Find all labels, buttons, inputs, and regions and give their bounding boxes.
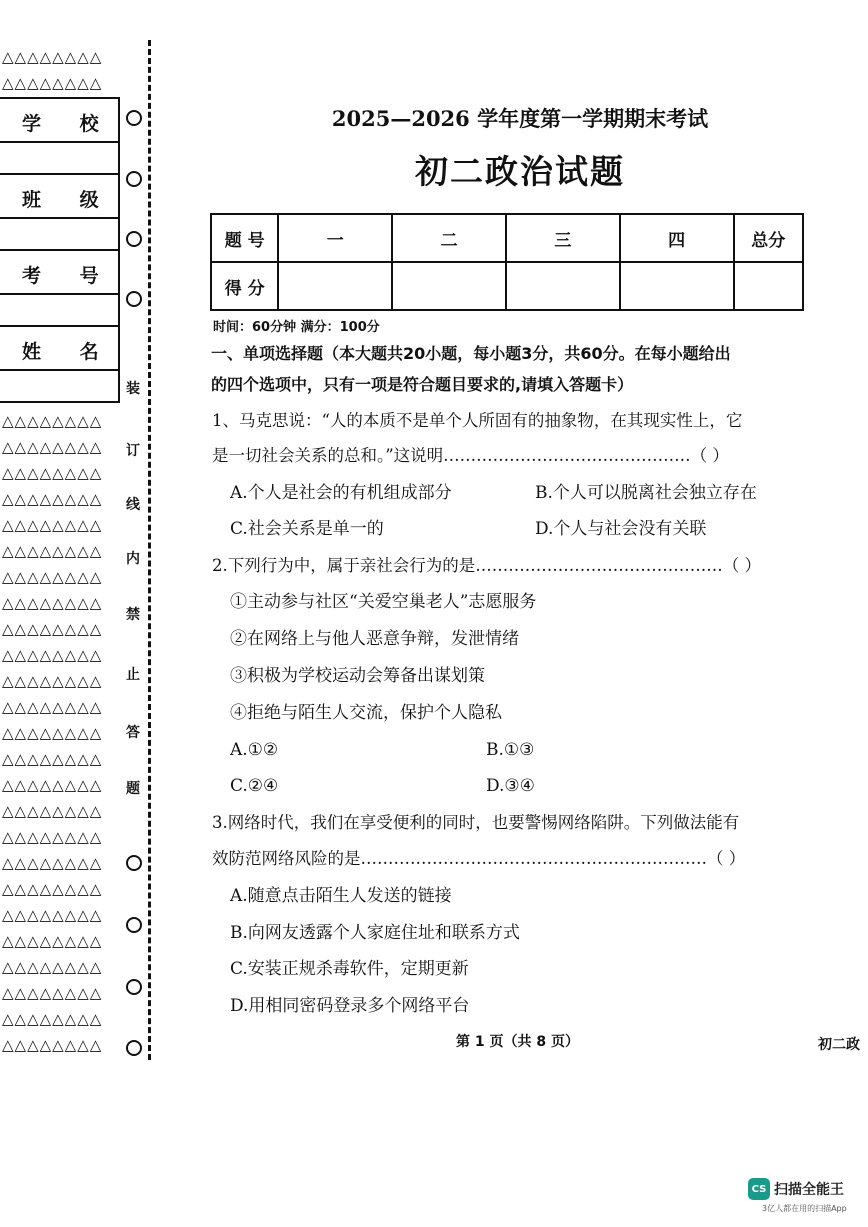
triangle-row: △△△△△△△△ [2, 1010, 103, 1028]
score-cell [734, 262, 803, 310]
binding-hole [126, 110, 142, 126]
question-3-option-a: A.随意点击陌生人发送的链接 [230, 886, 452, 906]
score-header-cell: 三 [506, 214, 620, 262]
question-1-stem-cont: 是一切社会关系的总和。”这说明………………………………………（ ） [212, 446, 729, 465]
triangle-row: △△△△△△△△ [2, 672, 103, 690]
binding-notice-char: 禁 [126, 607, 140, 623]
exam-subject: 初二政治试题 [415, 152, 625, 191]
binding-hole [126, 171, 142, 187]
question-3-stem: 3.网络时代，我们在享受便利的同时，也要警惕网络陷阱。下列做法能有 [212, 813, 740, 832]
score-cell [506, 262, 620, 310]
question-3-option-c: C.安装正规杀毒软件，定期更新 [230, 959, 469, 979]
watermark-tagline: 3亿人都在用的扫描App [762, 1204, 847, 1213]
binding-hole [126, 291, 142, 307]
score-cell [278, 262, 392, 310]
triangle-row: △△△△△△△△ [2, 750, 103, 768]
score-header-cell: 二 [392, 214, 506, 262]
score-header-cell: 题 号 [211, 214, 278, 262]
triangle-row: △△△△△△△△ [2, 724, 103, 742]
question-2-statement-2: ②在网络上与他人恶意争辩，发泄情绪 [230, 629, 519, 649]
triangle-row: △△△△△△△△ [2, 48, 103, 66]
section-heading: 一、单项选择题（本大题共20小题，每小题3分，共60分。在每小题给出 [211, 344, 731, 363]
triangle-row: △△△△△△△△ [2, 490, 103, 508]
score-cell [620, 262, 734, 310]
question-1-stem: 1、马克思说：“人的本质不是单个人所固有的抽象物，在其现实性上，它 [212, 411, 743, 430]
triangle-row: △△△△△△△△ [2, 438, 103, 456]
score-table [210, 213, 804, 311]
triangle-row: △△△△△△△△ [2, 568, 103, 586]
question-3-option-b: B.向网友透露个人家庭住址和联系方式 [230, 923, 520, 943]
binding-notice-char: 装 [126, 381, 140, 397]
question-1-option-d: D.个人与社会没有关联 [535, 519, 707, 539]
class-label: 班 级 [22, 189, 115, 211]
cut-line [148, 40, 151, 1060]
footer-subject-fragment: 初二政 [818, 1037, 860, 1053]
scanner-watermark [748, 1178, 844, 1200]
question-2-statement-1: ①主动参与社区“关爱空巢老人”志愿服务 [230, 592, 537, 612]
triangle-row: △△△△△△△△ [2, 854, 103, 872]
triangle-row: △△△△△△△△ [2, 1036, 103, 1054]
question-2-stem: 2.下列行为中，属于亲社会行为的是………………………………………（ ） [212, 556, 761, 575]
triangle-row: △△△△△△△△ [2, 984, 103, 1002]
page-number: 第 1 页（共 8 页） [456, 1034, 579, 1050]
triangle-row: △△△△△△△△ [2, 74, 103, 92]
triangle-row: △△△△△△△△ [2, 620, 103, 638]
question-2-statement-3: ③积极为学校运动会筹备出谋划策 [230, 666, 485, 686]
triangle-row: △△△△△△△△ [2, 412, 103, 430]
triangle-row: △△△△△△△△ [2, 906, 103, 924]
binding-hole [126, 855, 142, 871]
student-info-box [0, 97, 120, 403]
question-2-option-b: B.①③ [486, 740, 535, 760]
binding-notice-char: 内 [126, 551, 140, 567]
binding-hole [126, 917, 142, 933]
binding-hole [126, 231, 142, 247]
name-field [0, 327, 118, 403]
triangle-row: △△△△△△△△ [2, 464, 103, 482]
camscanner-logo-icon: CS [748, 1178, 770, 1200]
score-cell [392, 262, 506, 310]
question-1-option-c: C.社会关系是单一的 [230, 519, 384, 539]
binding-hole [126, 1040, 142, 1056]
triangle-row: △△△△△△△△ [2, 828, 103, 846]
question-2-option-d: D.③④ [486, 776, 535, 796]
triangle-row: △△△△△△△△ [2, 802, 103, 820]
exam-meta: 时间：60分钟 满分：100分 [213, 320, 380, 335]
triangle-row: △△△△△△△△ [2, 698, 103, 716]
question-3-stem-cont: 效防范网络风险的是………………………………………………………（ ） [212, 849, 746, 868]
binding-notice-char: 答 [126, 725, 140, 741]
triangle-row: △△△△△△△△ [2, 958, 103, 976]
question-1-option-b: B.个人可以脱离社会独立存在 [535, 483, 757, 503]
binding-hole [126, 979, 142, 995]
score-header-cell: 四 [620, 214, 734, 262]
score-header-cell: 一 [278, 214, 392, 262]
triangle-row: △△△△△△△△ [2, 594, 103, 612]
binding-notice-char: 止 [126, 667, 140, 683]
binding-notice-char: 线 [126, 497, 140, 513]
exam-title: 2025—2026 学年度第一学期期末考试 [331, 106, 709, 131]
question-2-option-a: A.①② [230, 740, 279, 760]
triangle-row: △△△△△△△△ [2, 542, 103, 560]
name-label: 姓 名 [22, 341, 115, 363]
score-header-cell: 总分 [734, 214, 803, 262]
question-1-option-a: A.个人是社会的有机组成部分 [230, 483, 452, 503]
binding-notice-char: 题 [126, 781, 140, 797]
question-3-option-d: D.用相同密码登录多个网络平台 [230, 996, 470, 1016]
exam-number-field [0, 251, 118, 327]
school-field [0, 99, 118, 175]
exam-number-label: 考 号 [22, 265, 115, 287]
triangle-row: △△△△△△△△ [2, 646, 103, 664]
triangle-row: △△△△△△△△ [2, 776, 103, 794]
school-label: 学 校 [22, 113, 115, 135]
binding-notice-char: 订 [126, 443, 140, 459]
section-heading-cont: 的四个选项中，只有一项是符合题目要求的,请填入答题卡） [211, 375, 634, 394]
triangle-row: △△△△△△△△ [2, 932, 103, 950]
triangle-row: △△△△△△△△ [2, 880, 103, 898]
class-field [0, 175, 118, 251]
question-2-statement-4: ④拒绝与陌生人交流，保护个人隐私 [230, 703, 502, 723]
triangle-row: △△△△△△△△ [2, 516, 103, 534]
score-row-label: 得 分 [211, 262, 278, 310]
question-2-option-c: C.②④ [230, 776, 279, 796]
watermark-app-name: 扫描全能王 [774, 1182, 844, 1198]
